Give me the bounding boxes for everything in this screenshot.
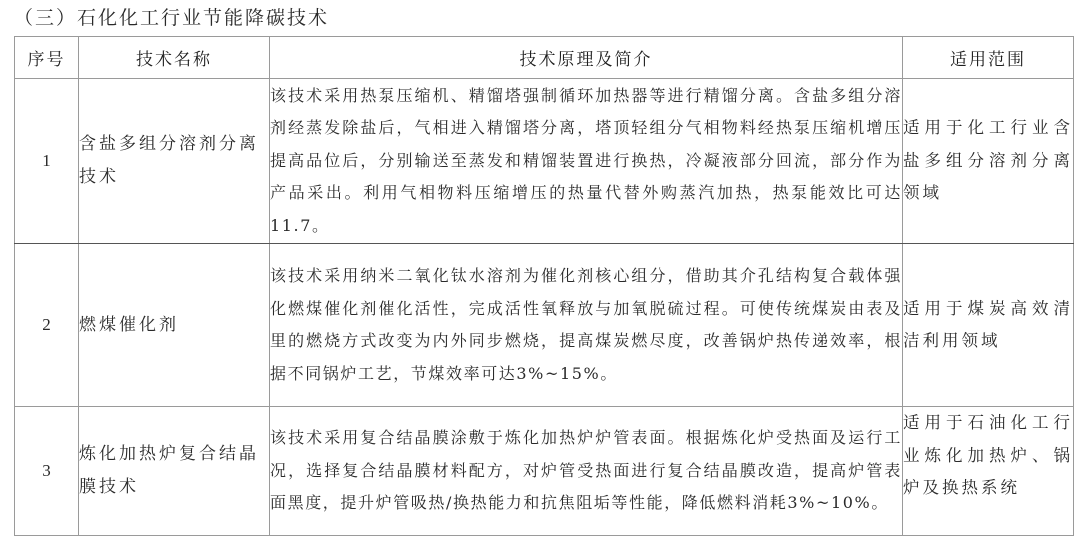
table-row — [15, 407, 1074, 536]
technology-name: 炼化加热炉复合结晶膜技术 — [79, 407, 270, 536]
table-row — [15, 79, 1074, 244]
application-scope: 适用于石油化工行业炼化加热炉、锅炉及换热系统 — [903, 407, 1074, 536]
technology-name: 燃煤催化剂 — [79, 244, 270, 407]
table-row — [15, 244, 1074, 407]
technology-name: 含盐多组分溶剂分离技术 — [79, 79, 270, 244]
header-scope: 适用范围 — [903, 37, 1074, 79]
header-index: 序号 — [15, 37, 79, 79]
header-name: 技术名称 — [79, 37, 270, 79]
technology-table — [14, 36, 1074, 536]
row-index: 2 — [15, 244, 79, 407]
section-title: （三）石化化工行业节能降碳技术 — [14, 7, 330, 29]
header-description: 技术原理及简介 — [270, 37, 903, 79]
application-scope: 适用于化工行业含盐多组分溶剂分离领域 — [903, 79, 1074, 244]
application-scope: 适用于煤炭高效清洁利用领域 — [903, 244, 1074, 407]
table-header-row — [15, 37, 1074, 79]
technology-description: 该技术采用热泵压缩机、精馏塔强制循环加热器等进行精馏分离。含盐多组分溶剂经蒸发除盐后，气相进入精馏塔分离，塔顶轻组分气相物料经热泵压缩机增压提高品位后，分别输送至蒸发和精馏装置进行换热，冷凝液部分回流，部分作为产品采出。利用气相物料压缩增压的热量代替外购蒸汽加热，热泵能效比可达11.7。 — [270, 79, 903, 244]
technology-description: 该技术采用纳米二氧化钛水溶剂为催化剂核心组分，借助其介孔结构复合载体强化燃煤催化剂催化活性，完成活性氧释放与加氧脱硫过程。可使传统煤炭由表及里的燃烧方式改变为内外同步燃烧，提高煤炭燃尽度，改善锅炉热传递效率，根据不同锅炉工艺，节煤效率可达3%~15%。 — [270, 244, 903, 407]
row-index: 1 — [15, 79, 79, 244]
technology-description: 该技术采用复合结晶膜涂敷于炼化加热炉炉管表面。根据炼化炉受热面及运行工况，选择复合结晶膜材料配方，对炉管受热面进行复合结晶膜改造，提高炉管表面黑度，提升炉管吸热/换热能力和抗焦阻垢等性能，降低燃料消耗3%~10%。 — [270, 407, 903, 536]
row-index: 3 — [15, 407, 79, 536]
